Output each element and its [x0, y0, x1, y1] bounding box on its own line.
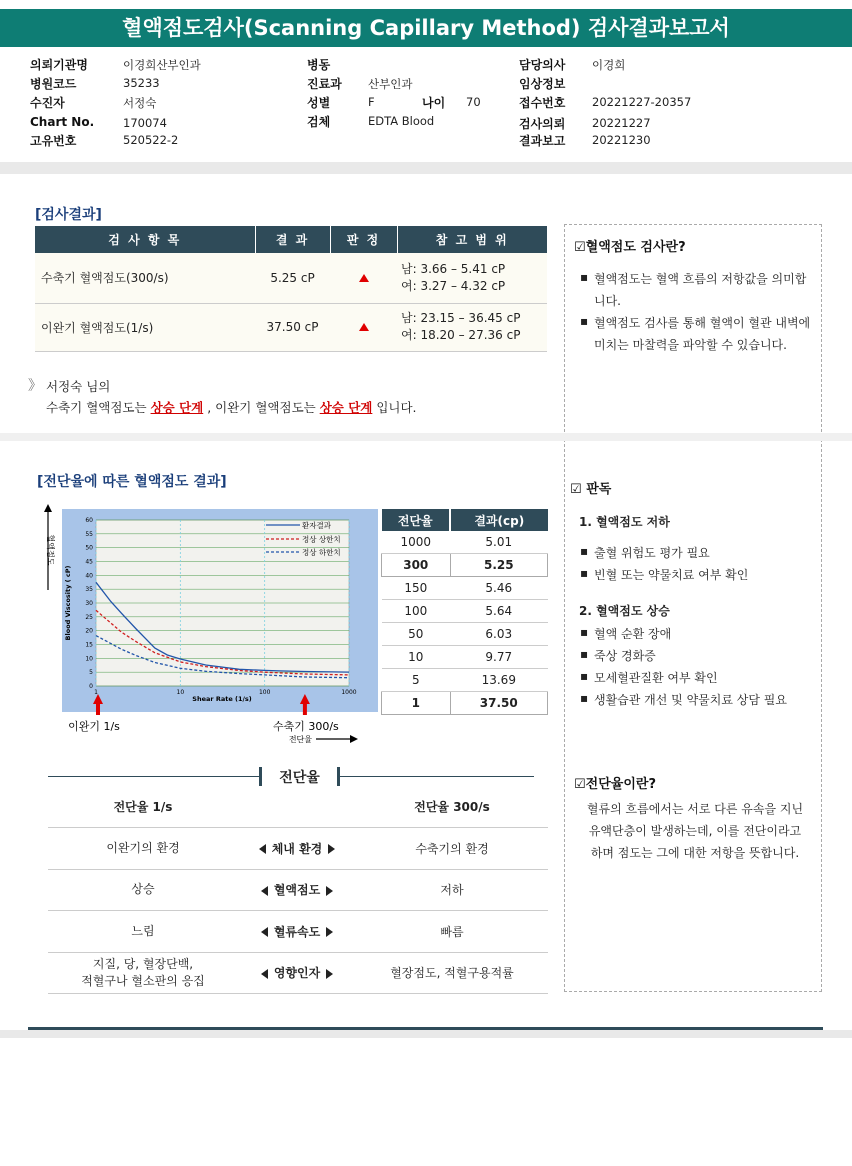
systolic-level: 상승 단계: [150, 400, 204, 415]
compare-mid-label: 혈류속도: [273, 924, 321, 939]
compare-right: 혈장점도, 적혈구용적률: [356, 952, 548, 994]
compare-title: 전단율: [279, 770, 320, 786]
list-item: ▪ 혈액점도 검사를 통해 혈액이 혈관 내벽에 미치는 마찰력을 파악할 수 있습니다.: [580, 312, 812, 356]
info-label: 병원코드: [30, 77, 77, 91]
y-tick-label: 30: [85, 600, 93, 607]
checkbox-icon: ☑: [574, 240, 586, 255]
info-value: 20221227-20357: [592, 95, 692, 109]
compare-mid: [238, 828, 356, 870]
x-axis-label: Shear Rate (1/s): [192, 695, 252, 703]
info-label: 결과보고: [519, 134, 566, 148]
info-value: 20221227: [592, 116, 651, 130]
compare-row: [48, 869, 548, 911]
compare-row: [48, 952, 548, 994]
compare-row: [48, 828, 548, 870]
shear-rate-cell: 300: [382, 554, 451, 577]
side2-title: 판독: [586, 482, 612, 497]
checkbox-icon: ☑: [574, 777, 586, 792]
table-row: [382, 691, 548, 714]
triangle-left-icon: [259, 844, 266, 854]
item-name: 이완기 혈액점도(1/s): [35, 303, 255, 351]
item-name: 수축기 혈액점도(300/s): [35, 253, 255, 303]
result-cell: 5.64: [450, 600, 547, 623]
triangle-right-icon: [326, 927, 333, 937]
list-item: ▪ 혈액점도는 혈액 흐름의 저항값을 의미합니다.: [580, 268, 812, 312]
bottom-band: [0, 1030, 852, 1038]
info-value: 산부인과: [368, 77, 413, 91]
y-tick-label: 5: [89, 669, 93, 677]
compare-mid: [238, 869, 356, 911]
legend: [266, 520, 341, 557]
result-cell: 5.25: [450, 554, 547, 577]
result-section-title: [검사결과]: [35, 207, 102, 223]
table-row: [382, 668, 548, 691]
increase-icon: [359, 323, 369, 331]
side2-h2: 2. 혈액점도 상승: [579, 604, 670, 618]
info-value: 20221230: [592, 133, 651, 147]
side2-list1: [580, 542, 818, 586]
table-row: [382, 645, 548, 668]
shear-rate-cell: 1000: [382, 531, 451, 554]
shear-rate-cell: 150: [382, 577, 451, 600]
compare-mid: [238, 952, 356, 994]
ref-female: 여: 3.27 – 4.32 cP: [401, 278, 506, 293]
side3-title: 전단율이란?: [585, 777, 656, 792]
side3-text: 혈류의 흐름에서는 서로 다른 유속을 지닌 유액단층이 발생하는데, 이를 전단이라고 하며 점도는 그에 대한 저항을 뜻합니다.: [586, 802, 804, 860]
marker-label: 수축기 300/s: [272, 720, 339, 733]
ref-male: 남: 3.66 – 5.41 cP: [401, 261, 506, 276]
outer-y-label: 혈액점도: [46, 534, 55, 566]
info-value: 서정숙: [123, 96, 157, 110]
result-cell: 5.46: [450, 577, 547, 600]
triangle-right-icon: [326, 886, 333, 896]
triangle-left-icon: [261, 886, 268, 896]
y-tick-label: 25: [85, 613, 93, 621]
result-table: [35, 226, 547, 352]
y-axis-label: Blood Viscosity ( cP): [64, 565, 72, 641]
result-cell: 13.69: [450, 668, 547, 691]
summary-part: 수축기 혈액점도는: [46, 400, 151, 415]
info-label: 접수번호: [519, 96, 566, 110]
checkbox-icon: ☑: [570, 482, 582, 497]
info-value: 170074: [123, 116, 167, 130]
divider-line: [48, 776, 260, 777]
compare-left: 느림: [48, 911, 238, 953]
info-value: 520522-2: [123, 133, 179, 147]
compare-mid: [238, 911, 356, 953]
judgement-cell: [330, 303, 397, 351]
compare-row: [48, 911, 548, 953]
head-mid: [238, 786, 356, 828]
side3-heading: [574, 773, 656, 792]
divider-band: [0, 433, 852, 441]
table-row: [382, 577, 548, 600]
legend-upper: 정상 상한치: [302, 535, 341, 544]
side2-list2: [580, 623, 820, 711]
list-item: ▪ 생활습관 개선 및 약물치료 상담 필요: [580, 689, 820, 711]
th-result: 결 과: [255, 226, 330, 253]
table-row: [382, 531, 548, 554]
side2-heading: [570, 478, 611, 497]
summary-part: 입니다.: [372, 400, 417, 415]
shear-rate-cell: 10: [382, 645, 451, 668]
result-value: 5.25 cP: [255, 253, 330, 303]
compare-left: 상승: [48, 869, 238, 911]
chart-section-title: [전단율에 따른 혈액점도 결과]: [37, 474, 227, 490]
x-tick-label: 10: [176, 689, 185, 696]
th-shear: 전단율: [382, 509, 451, 531]
info-value: 이경희: [592, 58, 626, 72]
triangle-right-icon: [326, 969, 333, 979]
info-value: EDTA Blood: [368, 114, 435, 128]
y-tick-label: 35: [85, 586, 93, 594]
side2-h1: 1. 혈액점도 저하: [579, 515, 670, 529]
marker-label: 이완기 1/s: [68, 720, 120, 733]
list-item: ▪ 출혈 위험도 평가 필요: [580, 542, 818, 564]
list-item: ▪ 빈혈 또는 약물치료 여부 확인: [580, 564, 818, 586]
info-label: 의뢰기관명: [30, 58, 88, 72]
y-tick-label: 40: [85, 572, 93, 580]
compare-head-row: [48, 786, 548, 828]
divider-line: [340, 776, 534, 777]
y-tick-label: 55: [85, 530, 93, 538]
info-label: 임상정보: [519, 77, 566, 91]
x-tick-label: 100: [258, 689, 271, 696]
th-judgement: 판 정: [330, 226, 397, 253]
result-cell: 6.03: [450, 623, 547, 646]
list-item: ▪ 혈액 순환 장애: [580, 623, 820, 645]
increase-icon: [359, 274, 369, 282]
compare-mid-label: 체내 환경: [271, 841, 323, 856]
compare-mid-label: 영향인자: [273, 966, 321, 981]
age-value: 70: [466, 95, 481, 109]
head-left: 전단율 1/s: [48, 786, 238, 828]
shear-rate-cell: 1: [382, 691, 451, 714]
info-label: 담당의사: [519, 58, 566, 72]
y-tick-label: 10: [85, 655, 93, 663]
table-row: [382, 554, 548, 577]
info-value: F: [368, 95, 375, 109]
compare-left: 이완기의 환경: [48, 828, 238, 870]
th-item: 검 사 항 목: [35, 226, 255, 253]
reference-cell: [397, 253, 547, 303]
viscosity-chart: [38, 500, 378, 750]
shear-rate-cell: 5: [382, 668, 451, 691]
divider-band: [0, 162, 852, 174]
y-tick-label: 60: [85, 517, 93, 524]
info-label: 검사의뢰: [519, 117, 566, 131]
summary-name: 서정숙 님의: [46, 379, 111, 394]
diastolic-level: 상승 단계: [319, 400, 373, 415]
summary-text: [46, 398, 417, 416]
head-right: 전단율 300/s: [356, 786, 548, 828]
result-cell: 9.77: [450, 645, 547, 668]
table-row: [382, 623, 548, 646]
double-chevron-icon: 》: [28, 378, 42, 394]
reference-cell: [397, 303, 547, 351]
y-tick-label: 50: [85, 544, 93, 552]
y-tick-label: 0: [89, 683, 93, 690]
summary-part: , 이완기 혈액점도는: [203, 400, 320, 415]
y-tick-label: 20: [85, 627, 93, 635]
age-label: 나이: [422, 96, 446, 110]
table-row: [35, 303, 547, 351]
triangle-left-icon: [261, 927, 268, 937]
info-label: 병동: [307, 58, 331, 72]
info-value: 35233: [123, 76, 160, 90]
shear-rate-cell: 50: [382, 623, 451, 646]
red-arrow-shaft: [303, 703, 307, 715]
y-tick-label: 45: [85, 558, 93, 566]
legend-lower: 정상 하한치: [302, 548, 341, 557]
compare-table: [48, 786, 548, 994]
compare-left: 지질, 당, 혈장단백, 적혈구나 혈소판의 응집: [48, 952, 238, 994]
info-label: 수진자: [30, 96, 65, 110]
ref-female: 여: 18.20 – 27.36 cP: [401, 328, 521, 342]
list-item: ▪ 죽상 경화증: [580, 645, 820, 667]
info-label: 진료과: [307, 77, 342, 91]
y-tick-label: 15: [85, 641, 93, 649]
outer-x-arrow: [350, 735, 358, 743]
legend-patient: 환자결과: [302, 521, 331, 530]
judgement-cell: [330, 253, 397, 303]
result-cell: 37.50: [450, 691, 547, 714]
compare-mid-label: 혈액점도: [273, 883, 321, 898]
shear-rate-table: [381, 509, 548, 715]
triangle-right-icon: [328, 844, 335, 854]
list-item: ▪ 모세혈관질환 여부 확인: [580, 667, 820, 689]
outer-y-arrow: [44, 504, 52, 512]
shear-rate-cell: 100: [382, 600, 451, 623]
table-row: [35, 253, 547, 303]
info-label: 고유번호: [30, 134, 77, 148]
info-label: Chart No.: [30, 115, 95, 129]
compare-right: 빠름: [356, 911, 548, 953]
triangle-left-icon: [261, 969, 268, 979]
result-value: 37.50 cP: [255, 303, 330, 351]
x-tick-label: 1000: [341, 689, 357, 696]
ref-male: 남: 23.15 – 36.45 cP: [401, 311, 521, 325]
side1-list: [580, 268, 812, 356]
result-cell: 5.01: [450, 531, 547, 554]
th-reference: 참 고 범 위: [397, 226, 547, 253]
x-tick-label: 1: [94, 689, 98, 696]
info-label: 성별: [307, 96, 331, 110]
compare-right: 저하: [356, 869, 548, 911]
side1-heading: [574, 236, 686, 255]
report-title: 혈액점도검사(Scanning Capillary Method) 검사결과보고서: [0, 9, 852, 47]
info-value: 이경희산부인과: [123, 58, 201, 72]
info-label: 검체: [307, 115, 331, 129]
th-result: 결과(cp): [450, 509, 547, 531]
red-arrow-shaft: [96, 703, 100, 715]
outer-x-label: 전단율: [288, 735, 312, 744]
table-row: [382, 600, 548, 623]
compare-right: 수축기의 환경: [356, 828, 548, 870]
side1-title: 혈액점도 검사란?: [585, 240, 686, 255]
